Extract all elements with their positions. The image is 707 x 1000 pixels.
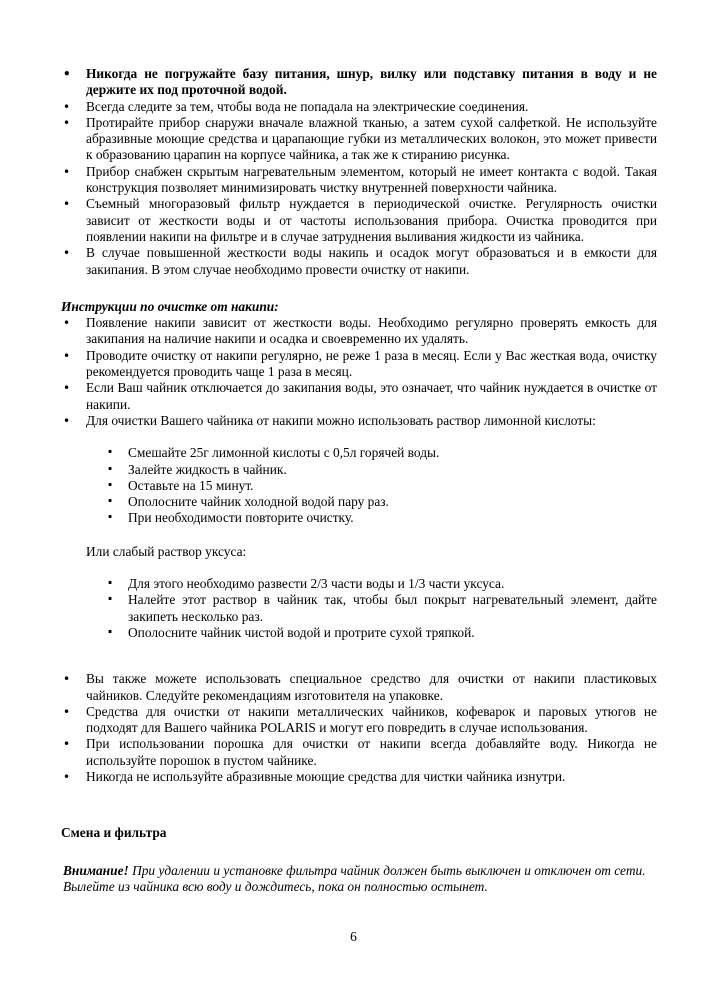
vinegar-intro: Или слабый раствор уксуса: <box>86 543 247 559</box>
list-item: · Оставьте на 15 минут. <box>107 478 657 494</box>
list-item: • Средства для очистки от накипи металлических чайников, кофеварок и паровых утюгов не подходят для Вашего чайника POLARIS и могут его повредить в случае использования. <box>61 704 657 737</box>
filter-section-title: Смена и фильтра <box>61 825 167 841</box>
list-item: • Проводите очистку от накипи регулярно, не реже 1 раза в месяц. Если у Вас жесткая вода, очистку рекомендуется проводить чаще 1 раза в месяц. <box>61 348 657 381</box>
list-item: · При необходимости повторите очистку. <box>107 510 657 526</box>
list-item: · Залейте жидкость в чайник. <box>107 462 657 478</box>
list-item: • Никогда не погружайте базу питания, шнур, вилку или подставку питания в воду и не держите их под проточной водой. <box>61 66 657 99</box>
list-item: • Протирайте прибор снаружи вначале влажной тканью, а затем сухой салфеткой. Не используйте абразивные моющие средства и царапающие губки из металлических волокон, это может привести к образованию царапин на корпусе чайника, а так же к стиранию рисунка. <box>61 115 657 164</box>
additional-bullet-list <box>61 671 657 785</box>
page-number: 6 <box>350 929 357 944</box>
care-bullet-list <box>61 66 657 278</box>
list-item: · Налейте этот раствор в чайник так, чтобы был покрыт нагревательный элемент, дайте закипеть несколько раз. <box>107 592 657 625</box>
list-item: • Если Ваш чайник отключается до закипания воды, это означает, что чайник нуждается в очистке от накипи. <box>61 380 657 413</box>
warning-text: При удалении и установке фильтра чайник должен быть выключен и отключен от сети. Вылейте из чайника всю воду и дождитесь, пока он полностью остынет. <box>63 862 646 894</box>
list-item: · Ополосните чайник чистой водой и протрите сухой тряпкой. <box>107 625 657 641</box>
list-item: • Прибор снабжен скрытым нагревательным элементом, который не имеет контакта с водой. Такая конструкция позволяет минимизировать чистку внутренней поверхности чайника. <box>61 164 657 197</box>
list-item: · Смешайте 25г лимонной кислоты с 0,5л горячей воды. <box>107 445 657 461</box>
descaling-heading: Инструкции по очистке от накипи: <box>61 298 279 314</box>
vinegar-steps <box>107 576 657 641</box>
list-item: • Вы также можете использовать специальное средство для очистки от накипи пластиковых чайников. Следуйте рекомендациям изготовителя на упаковке. <box>61 671 657 704</box>
descaling-bullet-list <box>61 315 657 429</box>
manual-page <box>61 66 657 895</box>
list-item: • Съемный многоразовый фильтр нуждается в периодической очистке. Регулярность очистки зависит от жесткости воды и от частоты использования прибора. Очистка проводится при появлении накипи на фильтре и в случае затруднения выливания жидкости из чайника. <box>61 196 657 245</box>
list-item: • Появление накипи зависит от жесткости воды. Необходимо регулярно проверять емкость для закипания на наличие накипи и осадка и своевременно их удалять. <box>61 315 657 348</box>
list-item: • Всегда следите за тем, чтобы вода не попадала на электрические соединения. <box>61 99 657 115</box>
list-item: • В случае повышенной жесткости воды накипь и осадок могут образоваться и в емкости для закипания. В этом случае необходимо провести очистку от накипи. <box>61 245 657 278</box>
warning-note <box>63 863 657 896</box>
list-item: · Для этого необходимо развести 2/3 части воды и 1/3 части уксуса. <box>107 576 657 592</box>
warning-label: Внимание! <box>63 862 129 878</box>
list-item: • При использовании порошка для очистки от накипи всегда добавляйте воду. Никогда не используйте порошок в пустом чайнике. <box>61 736 657 769</box>
list-item: • Для очистки Вашего чайника от накипи можно использовать раствор лимонной кислоты: <box>61 413 657 429</box>
citric-acid-steps <box>107 445 657 526</box>
list-item: • Никогда не используйте абразивные моющие средства для чистки чайника изнутри. <box>61 769 657 785</box>
list-item: · Ополосните чайник холодной водой пару раз. <box>107 494 657 510</box>
